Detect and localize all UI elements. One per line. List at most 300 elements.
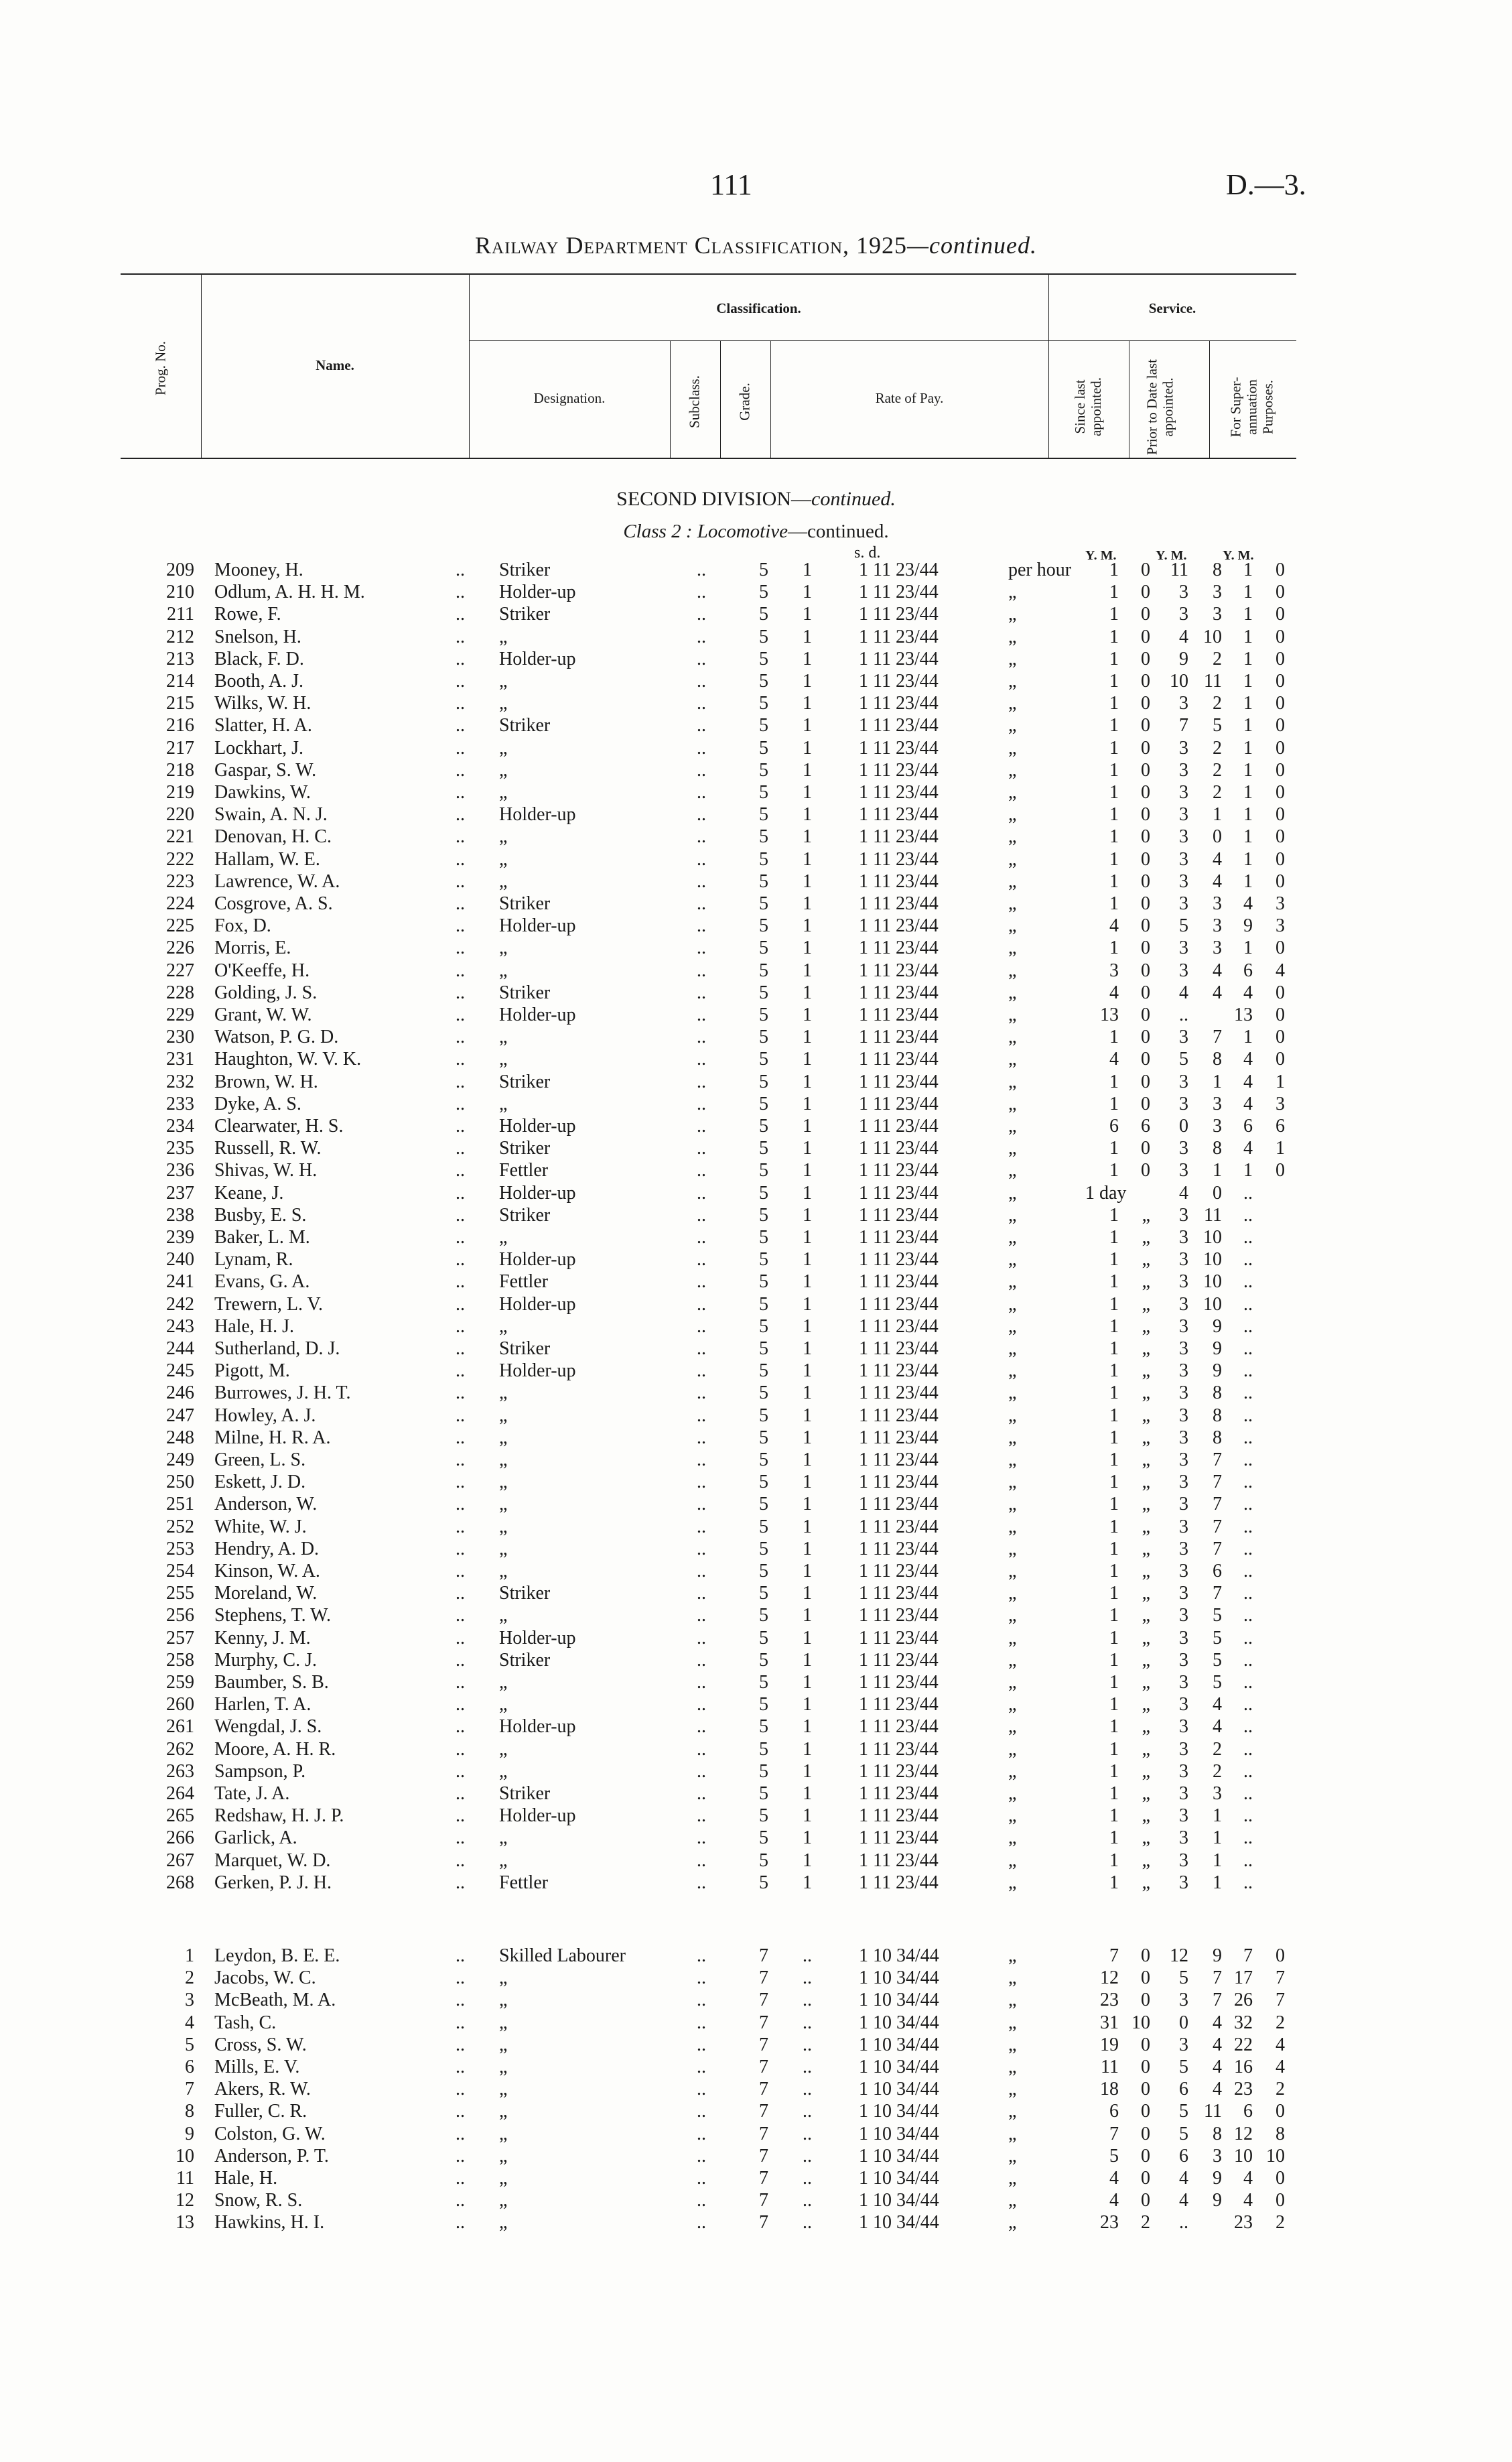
cell-super-years: ..	[1243, 1716, 1253, 1738]
cell-prog-no: 218	[166, 759, 194, 781]
cell-since-months: „	[1142, 1315, 1150, 1337]
cell-prog-no: 254	[166, 1561, 194, 1581]
cell-super-years: 6	[1243, 960, 1253, 981]
cell-since-years: 1	[1109, 848, 1119, 870]
cell-name: Fuller, C. R.	[214, 2101, 307, 2122]
cell-super-years: ..	[1243, 1783, 1253, 1804]
cell-since-years: 1 day	[1085, 1182, 1127, 1204]
cell-super-years: ..	[1243, 1760, 1253, 1782]
cell-since-years: 1	[1109, 804, 1119, 826]
cell-subclass: 5	[759, 1472, 768, 1493]
cell-super-years: 1	[1243, 1160, 1253, 1181]
cell-subclass: 5	[759, 1204, 768, 1226]
cell-since-years: 7	[1109, 2123, 1119, 2144]
cell-pay-period: „	[1008, 1160, 1017, 1181]
cell-subclass: 5	[759, 1427, 768, 1448]
cell-super-years: 13	[1234, 1005, 1253, 1025]
cell-subclass: 7	[759, 2034, 768, 2055]
cell-name: Mills, E. V.	[214, 2057, 300, 2077]
cell-pay-period: „	[1008, 1204, 1017, 1226]
cell-prior-years: 3	[1179, 1850, 1188, 1871]
cell-leader: ..	[697, 2057, 706, 2077]
cell-grade: 1	[803, 759, 812, 781]
cell-since-years: 1	[1109, 1204, 1119, 1226]
cell-prior-years: 3	[1179, 1538, 1188, 1559]
cell-since-years: 1	[1109, 1827, 1119, 1849]
cell-super-months: 0	[1276, 2190, 1285, 2211]
cell-name: Leydon, B. E. E.	[214, 1945, 340, 1966]
cell-prior-months: 7	[1213, 1538, 1222, 1559]
cell-prior-years: 3	[1179, 1472, 1188, 1493]
cell-name: Gaspar, S. W.	[214, 759, 317, 781]
cell-since-months: „	[1142, 1561, 1150, 1581]
cell-since-years: 4	[1109, 2168, 1119, 2189]
cell-prior-years: 3	[1179, 1605, 1188, 1626]
class-name: Locomotive	[697, 521, 788, 542]
cell-prior-years: 3	[1179, 1293, 1188, 1315]
cell-name: Sutherland, D. J.	[214, 1338, 340, 1359]
cell-rate-of-pay: 1 11 23/44	[859, 826, 939, 848]
cell-subclass: 7	[759, 2145, 768, 2166]
cell-rate-of-pay: 1 11 23/44	[859, 1538, 939, 1559]
cell-leader: ..	[697, 2034, 706, 2055]
cell-since-years: 1	[1109, 1472, 1119, 1493]
cell-prior-years: 3	[1179, 1249, 1188, 1271]
cell-prog-no: 217	[166, 737, 194, 759]
cell-subclass: 5	[759, 1805, 768, 1827]
table-row	[0, 671, 1512, 693]
table-row	[0, 1249, 1512, 1271]
cell-leader: ..	[697, 2190, 706, 2211]
cell-subclass: 7	[759, 1945, 768, 1966]
cell-grade: 1	[803, 1561, 812, 1581]
cell-leader: ..	[697, 1182, 706, 1204]
cell-grade: 1	[803, 1005, 812, 1025]
cell-grade: ..	[803, 2168, 812, 2189]
cell-super-months: 0	[1276, 1005, 1285, 1025]
cell-pay-period: „	[1008, 1116, 1017, 1137]
table-row	[0, 2101, 1512, 2123]
cell-prior-months: 11	[1204, 1204, 1222, 1226]
cell-name: Dyke, A. S.	[214, 1093, 301, 1114]
cell-super-months: 3	[1276, 915, 1285, 937]
cell-since-months: „	[1142, 1827, 1150, 1849]
cell-name: Kinson, W. A.	[214, 1561, 320, 1581]
cell-prog-no: 263	[166, 1760, 194, 1782]
cell-since-months: „	[1142, 1405, 1150, 1426]
cell-leader: ..	[697, 1783, 706, 1804]
table-row	[0, 849, 1512, 871]
cell-leader: ..	[456, 1315, 465, 1337]
cell-since-months: „	[1142, 1427, 1150, 1448]
cell-prior-months: 4	[1213, 1716, 1222, 1738]
cell-super-years: ..	[1243, 1382, 1253, 1404]
cell-designation: Fettler	[499, 1271, 549, 1293]
cell-subclass: 7	[759, 1990, 768, 2011]
cell-leader: ..	[456, 648, 465, 669]
cell-rate-of-pay: 1 11 23/44	[859, 1649, 939, 1671]
cell-pay-period: „	[1008, 2145, 1017, 2166]
table-row	[0, 1116, 1512, 1138]
cell-since-years: 1	[1109, 937, 1119, 959]
cell-rate-of-pay: 1 11 23/44	[859, 1005, 939, 1025]
cell-name: Hale, H.	[214, 2168, 278, 2189]
class-prefix: Class 2 :	[623, 521, 693, 542]
cell-prior-years: 0	[1179, 1116, 1188, 1137]
cell-pay-period: „	[1008, 1049, 1017, 1070]
cell-name: Gerken, P. J. H.	[214, 1872, 332, 1893]
cell-grade: 1	[803, 1672, 812, 1693]
cell-since-months: 0	[1141, 626, 1150, 647]
header-superannuation: For Super-annuation Purposes.	[1227, 377, 1276, 438]
page-number: 111	[710, 168, 752, 201]
cell-prior-years: 7	[1179, 715, 1188, 736]
cell-pay-period: „	[1008, 1027, 1017, 1048]
cell-rate-of-pay: 1 11 23/44	[859, 960, 939, 981]
cell-super-years: 1	[1243, 737, 1253, 759]
units-super: Y. M.	[1223, 548, 1254, 563]
cell-designation: „	[499, 1427, 508, 1448]
cell-name: Milne, H. R. A.	[214, 1427, 331, 1448]
cell-leader: ..	[456, 1990, 465, 2011]
table-row	[0, 1945, 1512, 1967]
cell-subclass: 5	[759, 1360, 768, 1382]
cell-name: Cosgrove, A. S.	[214, 893, 333, 914]
cell-since-years: 1	[1109, 1027, 1119, 1048]
cell-subclass: 7	[759, 2190, 768, 2211]
cell-prior-years: 3	[1179, 1093, 1188, 1114]
cell-since-months: 0	[1141, 1005, 1150, 1025]
cell-since-months: 6	[1141, 1116, 1150, 1137]
cell-prog-no: 255	[166, 1583, 194, 1604]
cell-name: Clearwater, H. S.	[214, 1116, 344, 1137]
cell-prior-months: 7	[1213, 1990, 1222, 2011]
cell-prog-no: 226	[166, 937, 194, 959]
cell-super-months: 2	[1276, 2079, 1285, 2100]
cell-subclass: 5	[759, 1516, 768, 1537]
cell-name: Slatter, H. A.	[214, 715, 312, 736]
cell-since-years: 1	[1109, 1738, 1119, 1760]
cell-leader: ..	[697, 782, 706, 803]
cell-rate-of-pay: 1 11 23/44	[859, 1583, 939, 1604]
cell-since-months: 0	[1141, 1967, 1150, 1989]
cell-name: Hallam, W. E.	[214, 848, 320, 870]
cell-since-months: 0	[1141, 582, 1150, 603]
cell-leader: ..	[456, 1005, 465, 1025]
cell-name: Fox, D.	[214, 915, 271, 937]
table-row	[0, 937, 1512, 960]
cell-since-years: 4	[1109, 915, 1119, 937]
cell-leader: ..	[456, 604, 465, 625]
table-row	[0, 715, 1512, 737]
cell-designation: Striker	[499, 1204, 551, 1226]
cell-pay-period: „	[1008, 804, 1017, 826]
cell-prior-months: 6	[1213, 1561, 1222, 1581]
cell-prog-no: 244	[166, 1338, 194, 1359]
cell-pay-period: „	[1008, 2212, 1017, 2233]
cell-super-years: ..	[1243, 1472, 1253, 1493]
cell-prior-months: 4	[1213, 1694, 1222, 1715]
cell-designation: „	[499, 1760, 508, 1782]
cell-grade: 1	[803, 1249, 812, 1271]
cell-pay-period: per hour	[1008, 560, 1072, 580]
cell-leader: ..	[697, 915, 706, 937]
cell-prior-months: 7	[1213, 1449, 1222, 1470]
cell-grade: 1	[803, 804, 812, 826]
cell-pay-period: „	[1008, 982, 1017, 1003]
table-row	[0, 1427, 1512, 1449]
cell-super-years: 1	[1243, 1027, 1253, 1048]
cell-since-months: 0	[1141, 1093, 1150, 1114]
cell-since-months: 0	[1141, 2034, 1150, 2055]
cell-prog-no: 9	[185, 2123, 194, 2144]
cell-leader: ..	[456, 1561, 465, 1581]
cell-since-years: 19	[1100, 2034, 1119, 2055]
cell-rate-of-pay: 1 11 23/44	[859, 1071, 939, 1092]
cell-name: Pigott, M.	[214, 1360, 290, 1382]
cell-pay-period: „	[1008, 893, 1017, 914]
cell-prog-no: 219	[166, 782, 194, 803]
cell-prog-no: 251	[166, 1494, 194, 1515]
cell-prog-no: 211	[167, 604, 194, 625]
cell-prior-months: 2	[1213, 1738, 1222, 1760]
cell-prior-years: 4	[1179, 982, 1188, 1003]
cell-super-years: ..	[1243, 1561, 1253, 1581]
cell-prior-months: 3	[1213, 582, 1222, 603]
cell-since-years: 3	[1109, 960, 1119, 981]
cell-super-months: 0	[1276, 604, 1285, 625]
cell-since-months: 0	[1141, 982, 1150, 1003]
cell-super-years: 1	[1243, 826, 1253, 848]
cell-grade: 1	[803, 1494, 812, 1515]
cell-rate-of-pay: 1 11 23/44	[859, 1160, 939, 1181]
table-row	[0, 1783, 1512, 1805]
cell-prog-no: 257	[166, 1627, 194, 1648]
cell-super-months: 0	[1276, 2168, 1285, 2189]
cell-prog-no: 258	[166, 1649, 194, 1671]
cell-prior-months: 0	[1213, 826, 1222, 848]
cell-prior-years: 3	[1179, 2034, 1188, 2055]
cell-name: Evans, G. A.	[214, 1271, 310, 1293]
table-row	[0, 782, 1512, 804]
cell-leader: ..	[456, 893, 465, 914]
cell-name: Howley, A. J.	[214, 1405, 316, 1426]
cell-rate-of-pay: 1 11 23/44	[859, 1249, 939, 1271]
cell-rate-of-pay: 1 10 34/44	[859, 2212, 939, 2233]
cell-designation: „	[499, 1694, 508, 1715]
cell-name: Eskett, J. D.	[214, 1472, 306, 1493]
table-row	[0, 1005, 1512, 1027]
table-row	[0, 1271, 1512, 1293]
class-heading	[0, 521, 1512, 543]
cell-since-months: 0	[1141, 2057, 1150, 2077]
header-rate-of-pay: Rate of Pay.	[875, 390, 944, 406]
cell-grade: 1	[803, 1138, 812, 1159]
cell-grade: 1	[803, 737, 812, 759]
cell-designation: „	[499, 671, 508, 692]
cell-designation: „	[499, 626, 508, 647]
cell-since-years: 1	[1109, 1850, 1119, 1871]
cell-super-months: 2	[1276, 2212, 1285, 2233]
cell-leader: ..	[456, 1738, 465, 1760]
title-continued: —continued.	[907, 232, 1037, 259]
table-row	[0, 627, 1512, 649]
cell-grade: 1	[803, 1472, 812, 1493]
cell-leader: ..	[456, 1760, 465, 1782]
cell-subclass: 5	[759, 1249, 768, 1271]
table-row	[0, 804, 1512, 826]
cell-super-years: ..	[1243, 1738, 1253, 1760]
cell-designation: „	[499, 1227, 508, 1248]
cell-prior-years: 4	[1179, 2190, 1188, 2211]
cell-subclass: 7	[759, 2079, 768, 2100]
cell-since-years: 1	[1109, 1227, 1119, 1248]
cell-grade: ..	[803, 2190, 812, 2211]
cell-prior-months: 10	[1203, 1293, 1222, 1315]
cell-leader: ..	[456, 2168, 465, 2189]
cell-leader: ..	[697, 671, 706, 692]
cell-prior-years: 3	[1179, 848, 1188, 870]
cell-grade: 1	[803, 1271, 812, 1293]
cell-leader: ..	[456, 560, 465, 580]
cell-grade: 1	[803, 1071, 812, 1092]
cell-prior-years: 3	[1179, 1382, 1188, 1404]
cell-pay-period: „	[1008, 1538, 1017, 1559]
cell-prog-no: 247	[166, 1405, 194, 1426]
table-row	[0, 1990, 1512, 2012]
cell-prior-years: 3	[1179, 1783, 1188, 1804]
cell-pay-period: „	[1008, 1716, 1017, 1738]
cell-since-months: 0	[1141, 915, 1150, 937]
cell-rate-of-pay: 1 11 23/44	[859, 648, 939, 669]
cell-prior-years: 5	[1179, 915, 1188, 937]
cell-prior-years: 3	[1179, 1027, 1188, 1048]
cell-name: Wengdal, J. S.	[214, 1716, 322, 1738]
cell-since-years: 1	[1109, 693, 1119, 714]
cell-subclass: 5	[759, 804, 768, 826]
cell-grade: 1	[803, 1850, 812, 1871]
cell-super-years: ..	[1243, 1649, 1253, 1671]
cell-since-months: „	[1142, 1516, 1150, 1537]
cell-leader: ..	[697, 2101, 706, 2122]
cell-leader: ..	[456, 1182, 465, 1204]
cell-leader: ..	[456, 1827, 465, 1849]
cell-rate-of-pay: 1 10 34/44	[859, 2079, 939, 2100]
cell-subclass: 5	[759, 693, 768, 714]
cell-grade: 1	[803, 648, 812, 669]
cell-leader: ..	[697, 1338, 706, 1359]
cell-name: Denovan, H. C.	[214, 826, 332, 848]
table-row	[0, 1472, 1512, 1494]
cell-prior-months: 5	[1213, 1672, 1222, 1693]
cell-subclass: 5	[759, 1827, 768, 1849]
cell-prog-no: 249	[166, 1449, 194, 1470]
cell-pay-period: „	[1008, 2012, 1017, 2033]
cell-leader: ..	[697, 982, 706, 1003]
cell-super-years: 1	[1243, 715, 1253, 736]
table-row	[0, 1160, 1512, 1182]
cell-grade: 1	[803, 1049, 812, 1070]
cell-prior-months: 3	[1213, 1116, 1222, 1137]
cell-leader: ..	[697, 1716, 706, 1738]
cell-prior-months: 4	[1213, 2012, 1222, 2033]
cell-leader: ..	[697, 1561, 706, 1581]
cell-super-years: 22	[1234, 2034, 1253, 2055]
cell-super-months: 0	[1276, 715, 1285, 736]
cell-grade: 1	[803, 893, 812, 914]
cell-subclass: 5	[759, 1315, 768, 1337]
table-row	[0, 2034, 1512, 2057]
table-row	[0, 604, 1512, 626]
cell-leader: ..	[697, 2123, 706, 2144]
cell-super-years: ..	[1243, 1315, 1253, 1337]
cell-prog-no: 265	[166, 1805, 194, 1827]
cell-since-months: 0	[1141, 2190, 1150, 2211]
cell-prior-years: 3	[1179, 1760, 1188, 1782]
cell-leader: ..	[697, 1005, 706, 1025]
cell-super-years: 23	[1234, 2079, 1253, 2100]
cell-name: Stephens, T. W.	[214, 1605, 331, 1626]
cell-since-years: 1	[1109, 759, 1119, 781]
cell-grade: 1	[803, 1360, 812, 1382]
cell-prog-no: 250	[166, 1472, 194, 1493]
cell-prog-no: 224	[166, 893, 194, 914]
cell-since-years: 1	[1109, 1449, 1119, 1470]
cell-name: Redshaw, H. J. P.	[214, 1805, 344, 1827]
cell-super-months: 3	[1276, 893, 1285, 914]
cell-since-months: 0	[1141, 648, 1150, 669]
cell-grade: ..	[803, 1945, 812, 1966]
cell-leader: ..	[456, 1049, 465, 1070]
cell-rate-of-pay: 1 11 23/44	[859, 604, 939, 625]
cell-since-months: 0	[1141, 560, 1150, 580]
cell-since-years: 1	[1109, 1760, 1119, 1782]
cell-since-months: „	[1142, 1760, 1150, 1782]
cell-name: Brown, W. H.	[214, 1071, 318, 1092]
cell-leader: ..	[456, 1694, 465, 1715]
table-row	[0, 1294, 1512, 1316]
cell-prior-months: 1	[1213, 1805, 1222, 1827]
cell-super-years: ..	[1243, 1850, 1253, 1871]
cell-pay-period: „	[1008, 693, 1017, 714]
cell-prog-no: 12	[176, 2190, 194, 2211]
cell-pay-period: „	[1008, 626, 1017, 647]
cell-leader: ..	[697, 937, 706, 959]
cell-rate-of-pay: 1 11 23/44	[859, 1760, 939, 1782]
table-row	[0, 560, 1512, 582]
cell-grade: 1	[803, 1204, 812, 1226]
cell-prior-months: 3	[1213, 893, 1222, 914]
cell-leader: ..	[697, 804, 706, 826]
cell-super-years: 1	[1243, 937, 1253, 959]
cell-prior-months: 7	[1213, 1516, 1222, 1537]
cell-leader: ..	[697, 1760, 706, 1782]
cell-leader: ..	[697, 1204, 706, 1226]
cell-prog-no: 6	[185, 2057, 194, 2077]
cell-prog-no: 11	[176, 2168, 194, 2189]
cell-subclass: 7	[759, 2212, 768, 2233]
cell-prior-months: 4	[1213, 960, 1222, 981]
cell-rate-of-pay: 1 11 23/44	[859, 1850, 939, 1871]
cell-super-months: 0	[1276, 648, 1285, 669]
table-row	[0, 1539, 1512, 1561]
cell-designation: Holder-up	[499, 1249, 576, 1271]
cell-leader: ..	[697, 1494, 706, 1515]
cell-super-years: ..	[1243, 1694, 1253, 1715]
cell-prog-no: 256	[166, 1605, 194, 1626]
cell-super-years: 1	[1243, 604, 1253, 625]
cell-prog-no: 214	[166, 671, 194, 692]
